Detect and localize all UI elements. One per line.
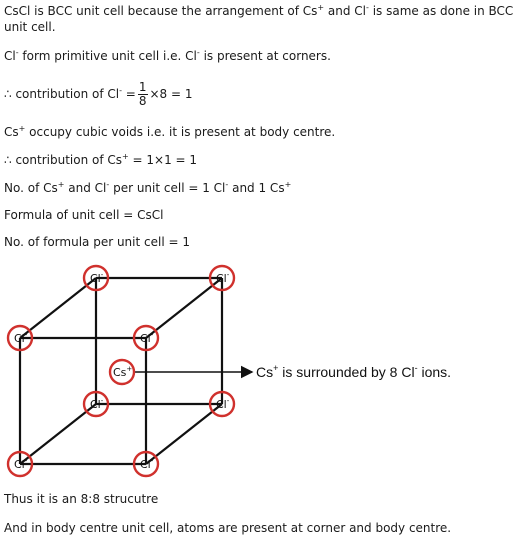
intro-line-2: unit cell. [4,20,56,34]
formula-count-line: No. of formula per unit cell = 1 [4,235,190,249]
intro-line-1: CsCl is BCC unit cell because the arrangement of Cs+ and Cl- is same as done in BCC [4,3,513,18]
cl-contribution-line: ∴ contribution of Cl- = $\frac{1}{8}$ ×8 = 1 [4,80,193,108]
svg-text:Cl-: Cl- [140,331,154,345]
svg-text:Cl-: Cl- [216,397,230,411]
svg-text:Cl-: Cl- [14,331,28,345]
structure-line: Thus it is an 8:8 strucutre [4,492,159,506]
fraction: $\frac{1}{8}$ [138,80,147,108]
cs-void-line: Cs+ occupy cubic voids i.e. it is present at body centre. [4,124,336,139]
cs-contribution-line: ∴ contribution of Cs+ = 1×1 = 1 [4,152,198,167]
body-centre-line: And in body centre unit cell, atoms are present at corner and body centre. [4,521,452,535]
ions-per-cell-line: No. of Cs+ and Cl- per unit cell = 1 Cl- and 1 Cs+ [4,180,292,195]
formula-line: Formula of unit cell = CsCl [4,208,164,222]
primitive-cell-line: Cl- form primitive unit cell i.e. Cl- is present at corners. [4,48,331,63]
svg-text:Cl-: Cl- [90,271,104,285]
svg-text:Cl-: Cl- [90,397,104,411]
svg-text:Cl-: Cl- [14,457,28,471]
callout-text: Cs+ is surrounded by 8 Cl- ions. [256,363,452,380]
svg-text:Cl-: Cl- [216,271,230,285]
body-centre-atom [110,360,134,384]
csCl-unit-cell-diagram [0,262,474,484]
svg-text:Cl-: Cl- [140,457,154,471]
svg-text:Cs+: Cs+ [113,365,133,379]
